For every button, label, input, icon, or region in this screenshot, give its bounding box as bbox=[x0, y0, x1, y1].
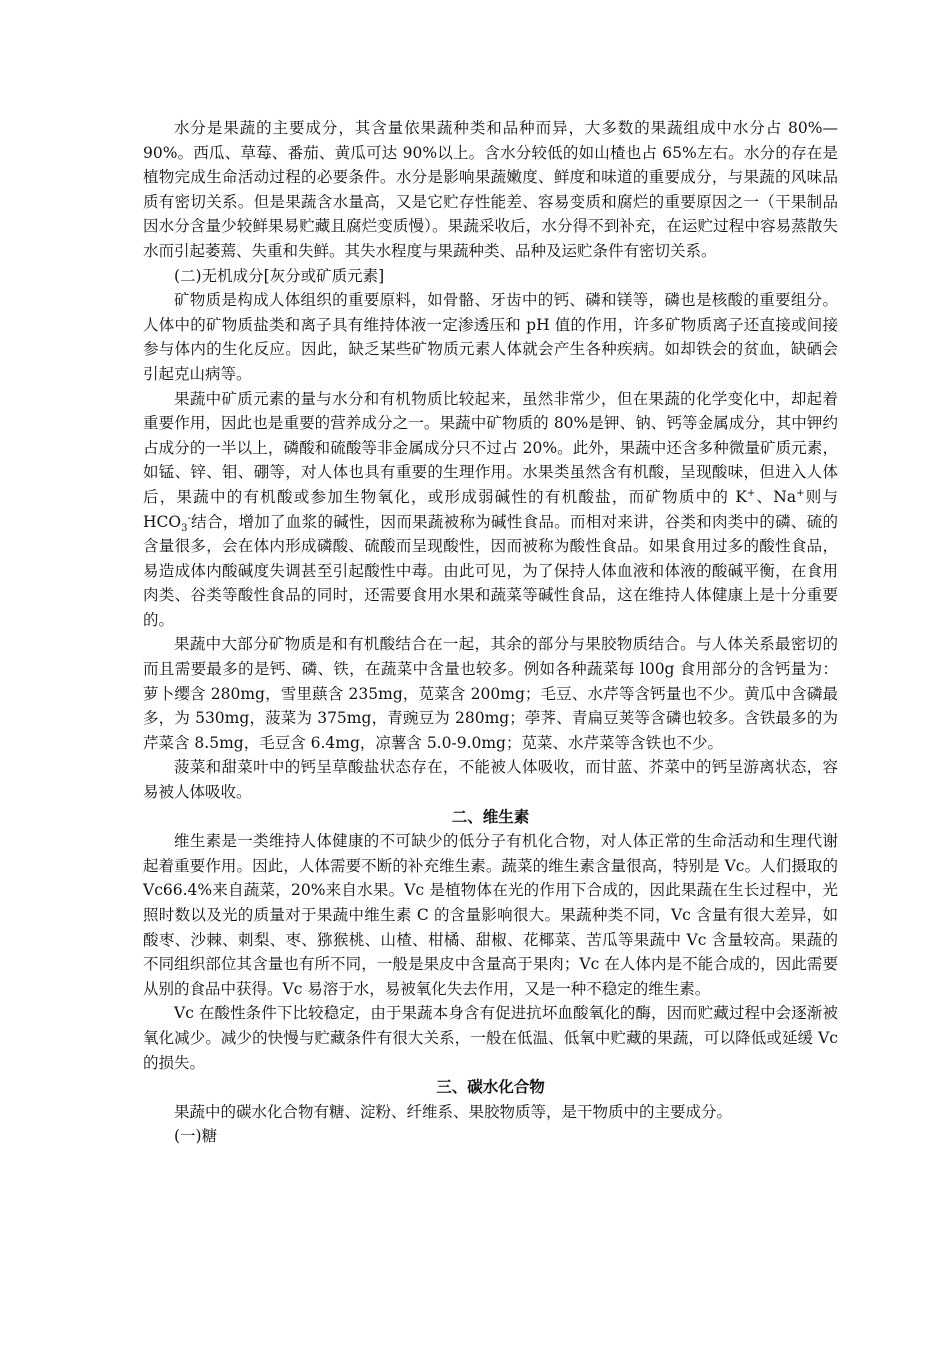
paragraph-mineral-2-part-b: 、Na bbox=[755, 487, 797, 506]
paragraph-vitamin-2: Vc 在酸性条件下比较稳定，由于果蔬本身含有促进抗坏血酸氧化的酶，因而贮藏过程中会逐渐被氧化减少。减少的快慢与贮藏条件有很大关系，一般在低温、低氧中贮藏的果蔬，可以降低或延缓 Vc 的损失。 bbox=[143, 1004, 838, 1072]
superscript-na-plus: + bbox=[796, 487, 805, 499]
heading-vitamin: 二、维生素 bbox=[451, 807, 530, 826]
paragraph-mineral-1: 矿物质是构成人体组织的重要原料，如骨骼、牙齿中的钙、磷和镁等，磷也是核酸的重要组分。人体中的矿物质盐类和离子具有维持体液一定渗透压和 pH 值的作用，许多矿物质离子还直接或间接参与体内的生化反应。因此，缺乏某些矿物质元素人体就会产生各种疾病。如却铁会的贫血，缺硒会引起克山病等。 bbox=[143, 291, 838, 383]
paragraph-mineral-2-part-c: 则与 HCO bbox=[143, 487, 838, 531]
paragraph-mineral-4: 菠菜和甜菜叶中的钙呈草酸盐状态存在，不能被人体吸收，而甘蓝、芥菜中的钙呈游离状态，容易被人体吸收。 bbox=[143, 758, 838, 802]
paragraph-water: 水分是果蔬的主要成分，其含量依果蔬种类和品种而异，大多数的果蔬组成中水分占 80%—90%。西瓜、草莓、番茄、黄瓜可达 90%以上。含水分较低的如山楂也占 65%左右。水分的存在是植物完成生命活动过程的必要条件。水分是影响果蔬嫩度、鲜度和味道的重要成分，与果蔬的风味品质有密切关系。但是果蔬含水量高，又是它贮存性能差、容易变质和腐烂的重要原因之一（干果制品因水分含量少较鲜果易贮藏且腐烂变质慢）。果蔬采收后，水分得不到补充，在运贮过程中容易蒸散失水而引起萎蔫、失重和失鲜。其失水程度与果蔬种类、品种及运贮条件有密切关系。 bbox=[143, 119, 838, 260]
superscript-k-plus: + bbox=[746, 487, 756, 499]
subscript-three: 3 bbox=[181, 522, 188, 534]
paragraph-mineral-2-part-d: 结合，增加了血浆的碱性，因而果蔬被称为碱性食品。而相对来讲，谷类和肉类中的磷、硫的含量很多，会在体内形成磷酸、硫酸而呈现酸性，因而被称为酸性食品。如果食用过多的酸性食品，易造成体内酸碱度失调甚至引起酸性中毒。由此可见，为了保持人体血液和体液的酸碱平衡，在食用肉类、谷类等酸性食品的同时，还需要食用水果和蔬菜等碱性食品，这在维持人体健康上是十分重要的。 bbox=[143, 512, 838, 629]
paragraph-mineral-2 bbox=[143, 387, 838, 633]
paragraph-carbohydrate: 果蔬中的碳水化合物有糖、淀粉、纤维系、果胶物质等，是干物质中的主要成分。 bbox=[174, 1102, 733, 1121]
subheading-inorganic: (二)无机成分[灰分或矿质元素] bbox=[174, 266, 385, 285]
paragraph-mineral-3: 果蔬中大部分矿物质是和有机酸结合在一起，其余的部分与果胶物质结合。与人体关系最密切的而且需要最多的是钙、磷、铁，在蔬菜中含量也较多。例如各种蔬菜每 l00g 食用部分的含钙量为：萝卜缨含 280mg，雪里蕻含 235mg，苋菜含 200mg；毛豆、水芹等含钙量也不少。黄瓜中含磷最多，为 530mg，菠菜为 375mg，青豌豆为 280mg；荸荠、青扁豆荚等含磷也较多。含铁最多的为芹菜含 8.5mg，毛豆含 6.4mg，凉薯含 5.0-9.0mg；苋菜、水芹菜等含铁也不少。 bbox=[143, 635, 838, 752]
paragraph-vitamin-1: 维生素是一类维持人体健康的不可缺少的低分子有机化合物，对人体正常的生命活动和生理代谢起着重要作用。因此，人体需要不断的补充维生素。蔬菜的维生素含量很高，特别是 Vc。人们摄取的 Vc66.4%来自蔬菜，20%来自水果。Vc 是植物体在光的作用下合成的，因此果蔬在生长过程中，光照时数以及光的质量对于果蔬中维生素 C 的含量影响很大。果蔬种类不同，Vc 含量有很大差异，如酸枣、沙棘、刺梨、枣、猕猴桃、山楂、柑橘、甜椒、花椰菜、苦瓜等果蔬中 Vc 含量较高。果蔬的不同组织部位其含量也有所不同，一般是果皮中含量高于果肉；Vc 在人体内是不能合成的，因此需要从别的食品中获得。Vc 易溶于水，易被氧化失去作用，又是一种不稳定的维生素。 bbox=[143, 832, 838, 998]
paragraph-mineral-2-part-a: 果蔬中矿质元素的量与水分和有机物质比较起来，虽然非常少，但在果蔬的化学变化中，却起着重要作用，因此也是重要的营养成分之一。果蔬中矿物质的 80%是钾、钠、钙等金属成分，其中钾约占成分的一半以上，磷酸和硫酸等非金属成分只不过占 20%。此外，果蔬中还含多种微量矿质元素，如锰、锌、钼、硼等，对人体也具有重要的生理作用。水果类虽然含有机酸，呈现酸味，但进入人体后，果蔬中的有机酸或参加生物氧化，或形成弱碱性的有机酸盐，而矿物质中的 K bbox=[143, 389, 838, 506]
superscript-minus: - bbox=[187, 512, 191, 524]
heading-carbohydrate: 三、碳水化合物 bbox=[436, 1078, 545, 1097]
document-page bbox=[143, 116, 838, 1149]
subheading-sugar: (一)糖 bbox=[174, 1127, 218, 1146]
